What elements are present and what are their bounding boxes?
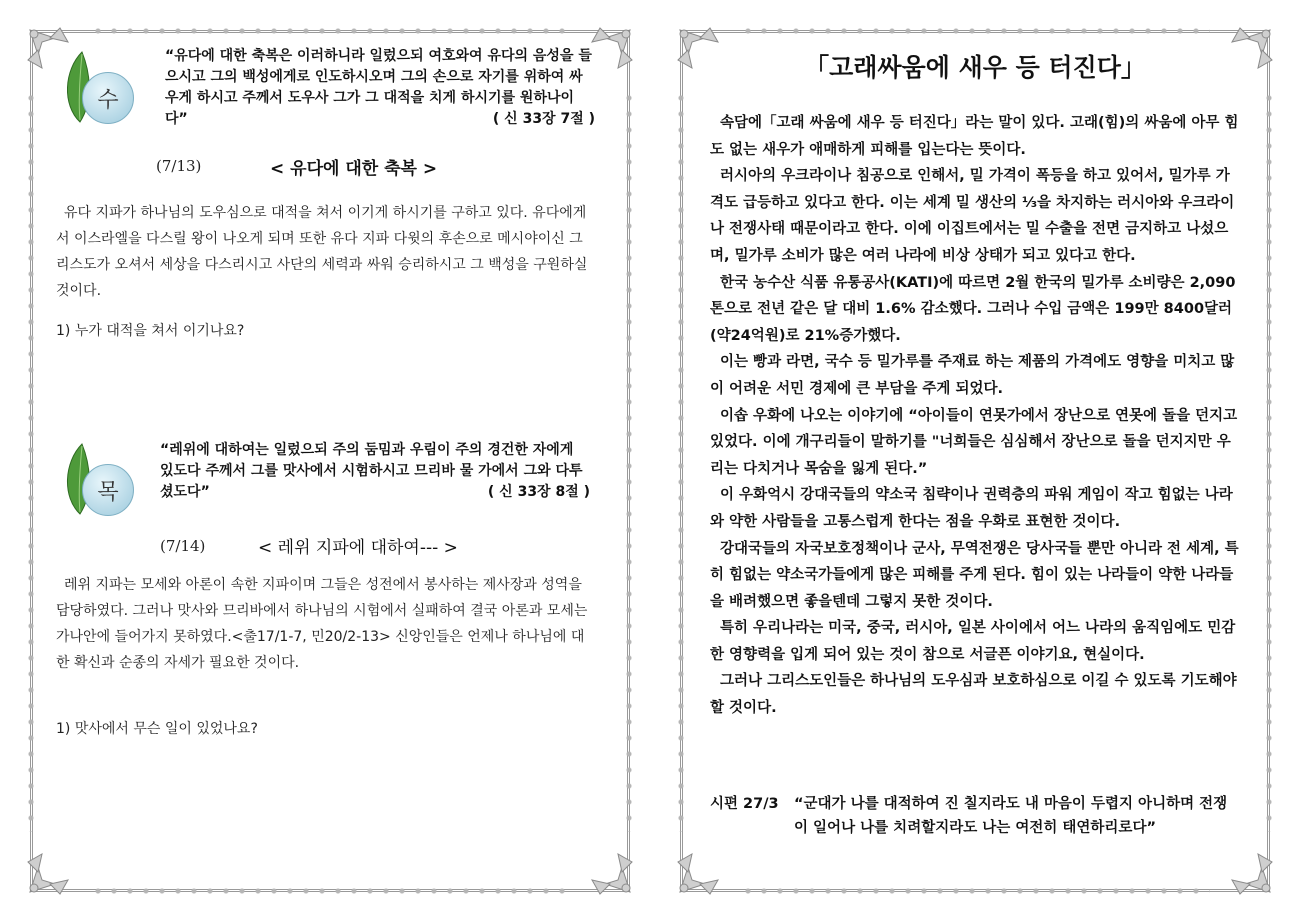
article-body bbox=[710, 110, 1242, 722]
article-paragraph: 이 우화억시 강대국들의 약소국 침략이나 권력층의 파워 게임이 작고 힘없는 나라와 약한 사람들을 고통스럽게 한다는 점을 우화로 표현한 것이다. bbox=[710, 487, 1233, 530]
floral-border-left bbox=[676, 90, 686, 832]
floral-border-top bbox=[90, 26, 570, 36]
scripture-verse bbox=[165, 46, 595, 130]
psalm-text: “군대가 나를 대적하여 진 칠지라도 내 마음이 두렵지 아니하며 전쟁이 일어나 나를 치려할지라도 나는 여전히 태연하리로다” bbox=[794, 796, 1228, 836]
floral-border-right bbox=[1264, 90, 1274, 832]
floral-border-left bbox=[26, 90, 36, 832]
day-label: 수 bbox=[82, 72, 134, 124]
article-paragraph: 이솝 우화에 나오는 이야기에 “아이들이 연못가에서 장난으로 연못에 돌을 던지고 있었다. 이에 개구리들이 말하기를 "너희들은 심심해서 장난으로 돌을 던지지만 우리는 다치거나 목숨을 잃게 된다.” bbox=[710, 407, 1238, 477]
psalm-reference: 시편 27/3 bbox=[710, 796, 779, 812]
psalm-quote bbox=[710, 792, 1240, 840]
article-title: 「고래싸움에 새우 등 터진다」 bbox=[804, 53, 1146, 82]
verse-reference: ( 신 33장 8절 ) bbox=[487, 484, 590, 500]
section-title: < 레위 지파에 대하여--- > bbox=[258, 538, 458, 558]
day-emblem-wed bbox=[56, 50, 136, 130]
verse-text: “유다에 대한 축복은 이러하니라 일렀으되 여호와여 유다의 음성을 들으시고 그의 백성에게로 인도하시오며 그의 손으로 자기를 위하여 싸우게 하시고 주께서 도우사 그가 그 대적을 치게 하시기를 원하나이다” bbox=[165, 48, 592, 127]
floral-corner-ornament bbox=[1210, 832, 1280, 902]
floral-border-bottom bbox=[90, 886, 570, 896]
floral-border-right bbox=[624, 90, 634, 832]
section-body: 유다 지파가 하나님의 도우심으로 대적을 쳐서 이기게 하시기를 구하고 있다. 유다에게서 이스라엘을 다스릴 왕이 나오게 되며 또한 유다 지파 다윗의 후손으로 메시야이신 그리스도가 오셔서 세상을 다스리시고 사단의 세력과 싸워 승리하시고 그 백성을 구원하실 것이다. bbox=[56, 205, 588, 299]
verse-text: “레위에 대하여는 일렀으되 주의 둠밈과 우림이 주의 경건한 자에게 있도다 주께서 그를 맛사에서 시험하시고 므리바 물 가에서 그와 다투셨도다” bbox=[160, 442, 583, 500]
left-page bbox=[30, 30, 630, 892]
section-date: (7/13) bbox=[156, 157, 202, 175]
day-label: 목 bbox=[82, 464, 134, 516]
floral-border-bottom bbox=[740, 886, 1210, 896]
verse-reference: ( 신 33장 7절 ) bbox=[492, 111, 595, 127]
section-date: (7/14) bbox=[160, 537, 206, 555]
article-paragraph: 러시아의 우크라이나 침공으로 인해서, 밀 가격이 폭등을 하고 있어서, 밀가루 가격도 급등하고 있다고 한다. 이는 세계 밀 생산의 ⅓을 차지하는 러시아와 우크라이나 전쟁사태 때문이라고 한다. 이에 이집트에서는 밀 수출을 전면 금지하고 나섰으며, 밀가루 소비가 많은 여러 나라에 비상 상태가 되고 있다고 한다. bbox=[710, 168, 1235, 264]
article-paragraph: 한국 농수산 식품 유통공사(KATI)에 따르면 2월 한국의 밀가루 소비량은 2,090톤으로 전년 같은 달 대비 1.6% 감소했다. 그러나 수입 금액은 199만 8400달러(약24억원)로 21%증가했다. bbox=[710, 274, 1236, 344]
floral-border-top bbox=[740, 26, 1210, 36]
article-paragraph: 속담에「고래 싸움에 새우 등 터진다」라는 말이 있다. 고래(힘)의 싸움에 아무 힘도 없는 새우가 애매하게 피해를 입는다는 뜻이다. bbox=[710, 115, 1239, 158]
article-paragraph: 특히 우리나라는 미국, 중국, 러시아, 일본 사이에서 어느 나라의 움직임에도 민감한 영향력을 입게 되어 있는 것이 참으로 서글픈 이야기요, 현실이다. bbox=[710, 620, 1236, 663]
floral-corner-ornament bbox=[670, 832, 740, 902]
section-title: < 유다에 대한 축복 > bbox=[270, 159, 438, 179]
article-paragraph: 강대국들의 자국보호정책이나 군사, 무역전쟁은 당사국들 뿐만 아니라 전 세계, 특히 힘없는 약소국가들에게 많은 피해를 주게 된다. 힘이 있는 나라들이 약한 나라들을 배려했으면 좋을텐데 그렇지 못한 것이다. bbox=[710, 540, 1239, 610]
floral-corner-ornament bbox=[570, 832, 640, 902]
article-paragraph: 이는 빵과 라면, 국수 등 밀가루를 주재료 하는 제품의 가격에도 영향을 미치고 많이 어려운 서민 경제에 큰 부담을 주게 되었다. bbox=[710, 354, 1235, 397]
scripture-verse bbox=[160, 440, 590, 503]
question: 1) 맛사에서 무슨 일이 있었나요? bbox=[56, 721, 258, 737]
question: 1) 누가 대적을 쳐서 이기나요? bbox=[56, 323, 245, 339]
right-page bbox=[680, 30, 1270, 892]
day-emblem-thu bbox=[56, 442, 136, 522]
section-body: 레위 지파는 모세와 아론이 속한 지파이며 그들은 성전에서 봉사하는 제사장과 성역을 담당하였다. 그러나 맛사와 므리바에서 하나님의 시험에서 실패하여 결국 아론과 모세는 가나안에 들어가지 못하였다.<출17/1-7, 민20/2-13> 신앙인들은 언제나 하나님에 대한 확신과 순종의 자세가 필요한 것이다. bbox=[56, 577, 588, 671]
floral-corner-ornament bbox=[20, 832, 90, 902]
article-paragraph: 그러나 그리스도인들은 하나님의 도우심과 보호하심으로 이길 수 있도록 기도해야 할 것이다. bbox=[710, 673, 1237, 717]
